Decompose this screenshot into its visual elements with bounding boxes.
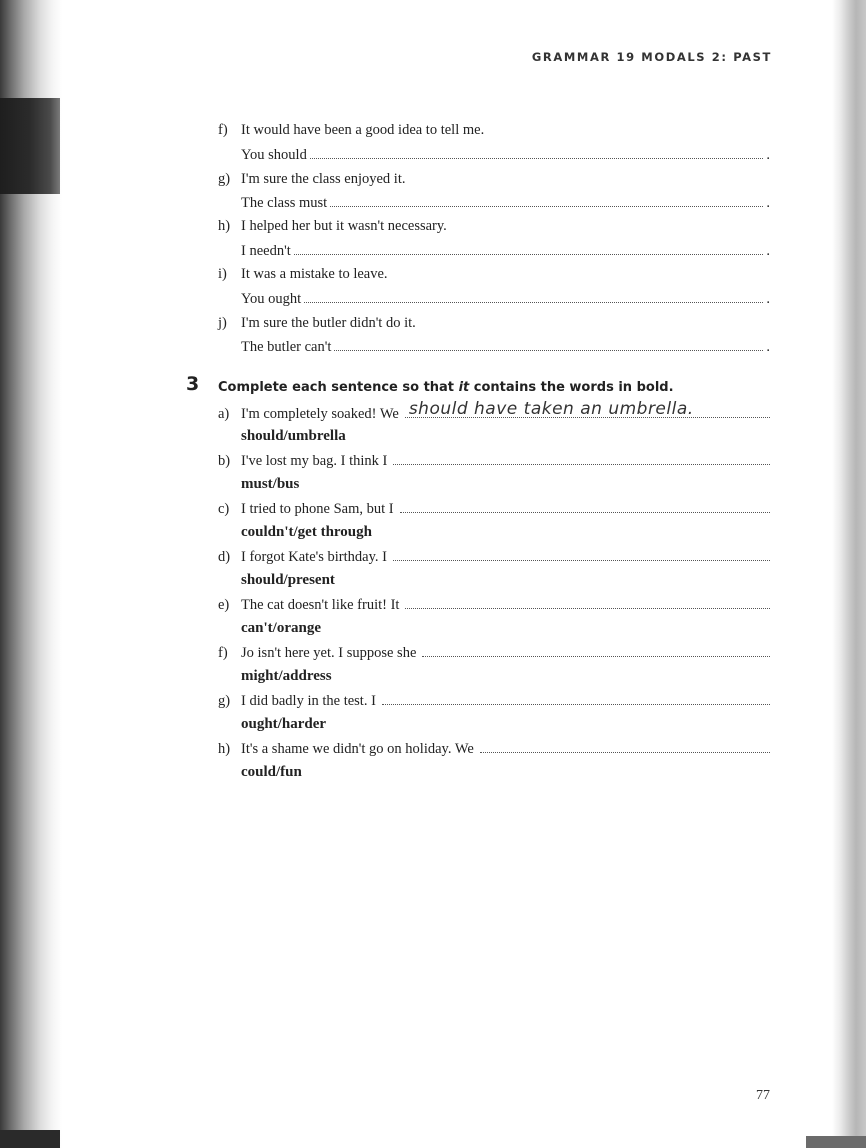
instruction-text: Complete each sentence so that (218, 380, 459, 395)
answer-stem: The butler can't (241, 339, 332, 355)
exercise-row (218, 452, 770, 470)
scan-shadow-tab (0, 98, 60, 194)
item-prompt: It would have been a good idea to tell me. (241, 122, 485, 138)
answer-blank[interactable] (405, 399, 770, 419)
answer-blank[interactable] (393, 548, 770, 561)
answer-line[interactable] (241, 290, 770, 308)
item-stem: I forgot Kate's birthday. I (241, 549, 387, 565)
exercise-row (218, 548, 770, 566)
instruction-it: it (458, 380, 470, 395)
exercise-row (218, 740, 770, 758)
item-letter: b) (218, 453, 231, 469)
dotted-blank[interactable] (310, 146, 764, 159)
exercise-row (218, 596, 770, 614)
exercise-row (218, 500, 770, 518)
item-prompt: I'm sure the butler didn't do it. (241, 315, 416, 331)
item-stem: The cat doesn't like fruit! It (241, 597, 400, 613)
answer-blank[interactable] (393, 452, 770, 465)
item-letter: c) (218, 501, 230, 517)
keywords: should/umbrella (241, 428, 346, 444)
item-letter: f) (218, 645, 228, 661)
answer-stem: The class must (241, 195, 328, 211)
keywords: could/fun (241, 764, 302, 780)
item-letter: d) (218, 549, 231, 565)
answer-stem: I needn't (241, 243, 291, 259)
answer-blank[interactable] (382, 692, 770, 705)
dotted-blank[interactable] (334, 338, 763, 351)
item-letter: h) (218, 218, 231, 234)
item-stem: Jo isn't here yet. I suppose she (241, 645, 417, 661)
scan-shadow-bottom-left (0, 1130, 60, 1148)
item-stem: I did badly in the test. I (241, 693, 376, 709)
answer-stem: You ought (241, 291, 302, 307)
keywords: can't/orange (241, 620, 321, 636)
dotted-blank[interactable] (304, 290, 763, 303)
page-number: 77 (756, 1088, 770, 1103)
item-letter: f) (218, 122, 228, 138)
item-prompt: I helped her but it wasn't necessary. (241, 218, 447, 234)
answer-blank[interactable] (422, 644, 770, 657)
item-letter: i) (218, 266, 227, 282)
keywords: should/present (241, 572, 335, 588)
answer-line[interactable] (241, 146, 770, 164)
keywords: might/address (241, 668, 332, 684)
handwritten-answer: should have taken an umbrella. (408, 399, 694, 419)
section-instruction (218, 380, 674, 395)
item-letter: g) (218, 693, 231, 709)
answer-line[interactable] (241, 242, 770, 260)
item-letter: g) (218, 171, 231, 187)
item-stem: I've lost my bag. I think I (241, 453, 388, 469)
dotted-blank[interactable] (294, 242, 764, 255)
running-header: GRAMMAR 19 MODALS 2: PAST (531, 50, 772, 64)
scan-shadow-right (832, 0, 866, 1148)
instruction-end: . (668, 380, 674, 395)
section-number: 3 (186, 373, 200, 395)
scan-shadow-bottom-right (806, 1136, 866, 1148)
end-period: . (766, 291, 770, 307)
answer-line[interactable] (241, 338, 770, 356)
answer-blank[interactable] (400, 500, 770, 513)
exercise-row (218, 399, 770, 423)
end-period: . (766, 243, 770, 259)
keywords: couldn't/get through (241, 524, 372, 540)
item-letter: a) (218, 406, 230, 422)
answer-blank[interactable] (480, 740, 770, 753)
item-prompt: It was a mistake to leave. (241, 266, 388, 282)
item-stem: I tried to phone Sam, but I (241, 501, 394, 517)
keywords: ought/harder (241, 716, 327, 732)
item-letter: e) (218, 597, 230, 613)
answer-stem: You should (241, 147, 307, 163)
end-period: . (766, 195, 770, 211)
item-prompt: I'm sure the class enjoyed it. (241, 171, 406, 187)
dotted-blank[interactable] (330, 194, 763, 207)
item-stem: It's a shame we didn't go on holiday. We (241, 741, 474, 757)
instruction-bold: bold (636, 380, 669, 395)
answer-blank[interactable] (405, 596, 770, 609)
answer-line[interactable] (241, 194, 770, 212)
exercise-row (218, 644, 770, 662)
item-letter: h) (218, 741, 231, 757)
end-period: . (766, 147, 770, 163)
item-letter: j) (218, 315, 227, 331)
keywords: must/bus (241, 476, 300, 492)
exercise-row (218, 692, 770, 710)
end-period: . (766, 339, 770, 355)
instruction-text-2: contains the words in (469, 380, 637, 395)
item-stem: I'm completely soaked! We (241, 406, 399, 422)
